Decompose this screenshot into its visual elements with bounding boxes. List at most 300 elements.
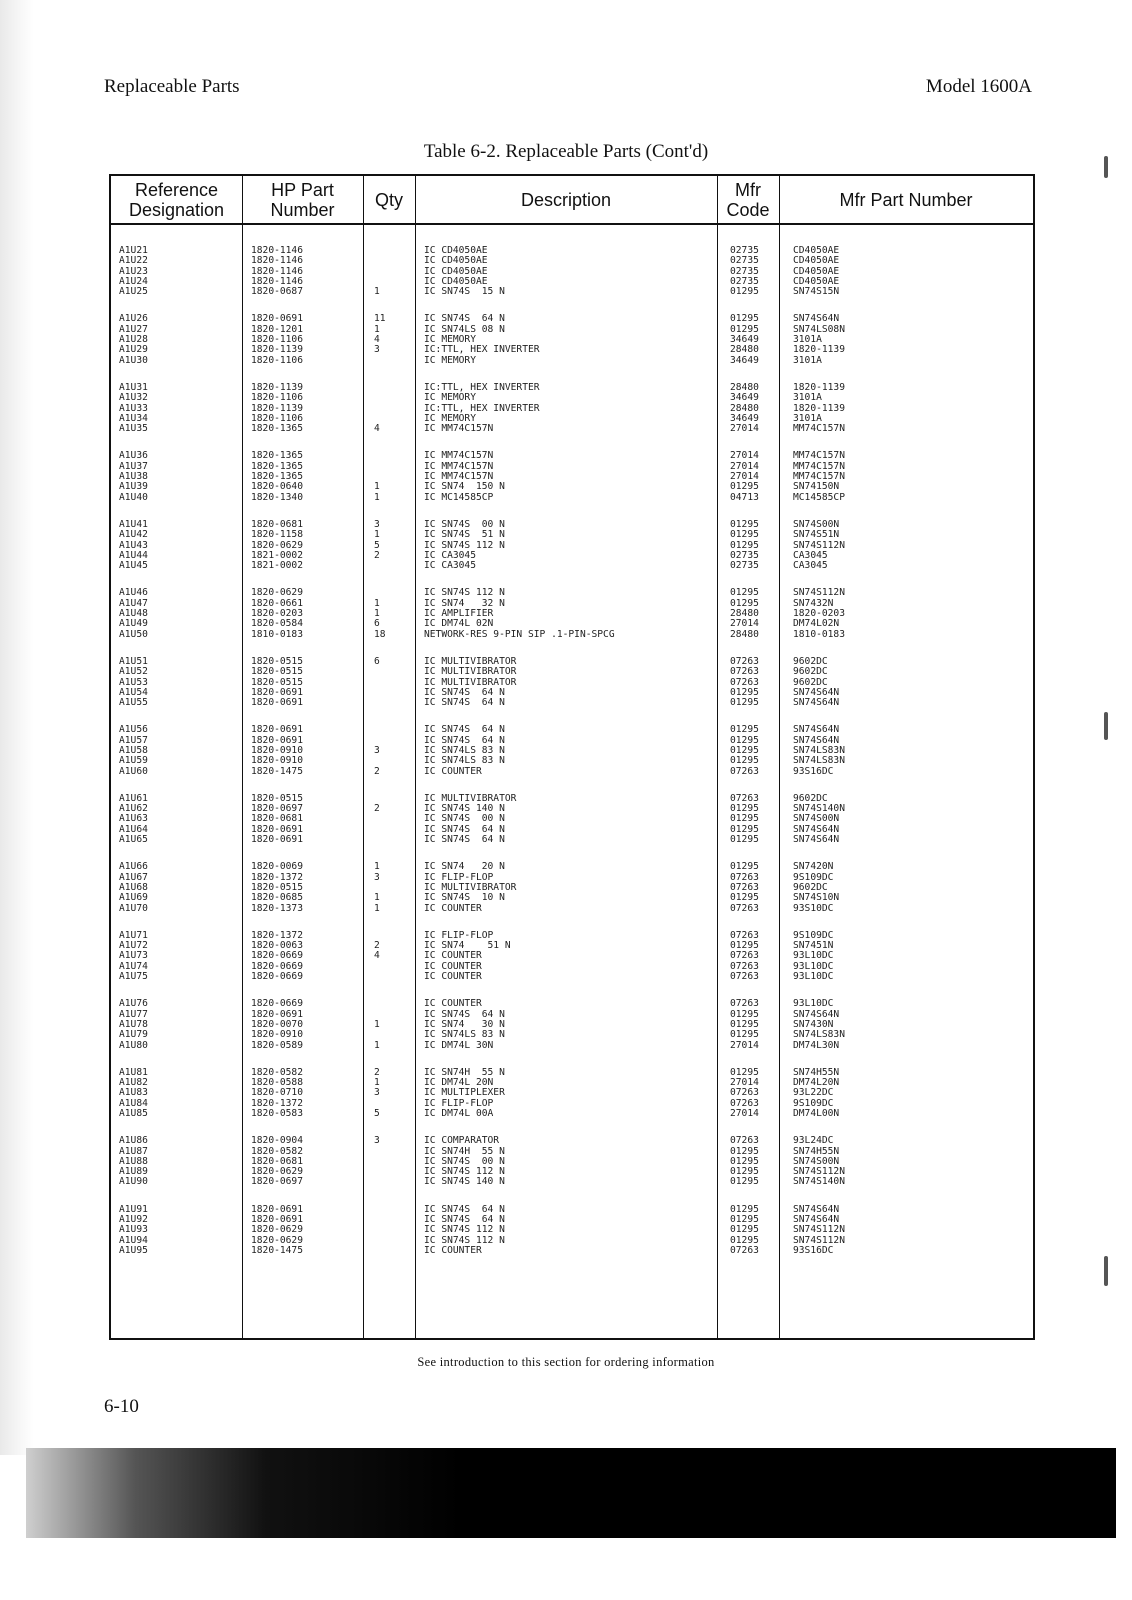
mfr-part-number-cell: CA3045 [793,549,828,561]
table-row [111,383,1033,393]
mfr-code-cell: 07263 [730,902,759,914]
hp-part-number-cell: 1820-0640 [251,481,303,493]
reference-designation-cell: A1U93 [119,1224,148,1236]
reference-designation-cell: A1U67 [119,871,148,883]
row-group [111,1205,1033,1256]
hp-part-number-cell: 1820-1475 [251,1244,303,1256]
mfr-part-number-cell: SN74S112N [793,1224,845,1236]
mfr-code-cell: 01295 [730,724,759,736]
mfr-code-cell: 01295 [730,1214,759,1226]
mfr-code-cell: 01295 [730,1029,759,1041]
mfr-code-cell: 01295 [730,1166,759,1178]
reference-designation-cell: A1U78 [119,1018,148,1030]
description-cell: IC MULTIPLEXER [424,1087,505,1099]
reference-designation-cell: A1U84 [119,1097,148,1109]
column-header-mfr-code: Mfr Code [726,179,770,220]
hp-part-number-cell: 1820-0691 [251,834,303,846]
hp-part-number-cell: 1820-0629 [251,587,303,599]
row-group [111,862,1033,913]
description-cell: IC SN74 20 N [424,861,505,873]
mfr-part-number-cell: SN74S00N [793,813,840,825]
reference-designation-cell: A1U33 [119,402,148,414]
mfr-part-number-cell: 9602DC [793,666,828,678]
table-row [111,1136,1033,1146]
table-row [111,873,1033,883]
mfr-code-cell: 01295 [730,892,759,904]
mfr-part-number-cell: 3101A [793,354,822,366]
mfr-code-cell: 01295 [730,834,759,846]
reference-designation-cell: A1U79 [119,1029,148,1041]
page-number: 6-10 [104,1396,139,1417]
quantity-cell: 1 [374,1018,380,1030]
description-cell: IC MEMORY [424,334,476,346]
description-cell: IC SN74S 140 N [424,1176,505,1188]
hp-part-number-cell: 1820-0691 [251,734,303,746]
quantity-cell: 1 [374,323,380,335]
mfr-code-cell: 34649 [730,392,759,404]
reference-designation-cell: A1U24 [119,275,148,287]
hp-part-number-cell: 1820-0669 [251,950,303,962]
table-row [111,482,1033,492]
mfr-part-number-cell: 9602DC [793,655,828,667]
description-cell: IC MULTIVIBRATOR [424,666,517,678]
hp-part-number-cell: 1820-0910 [251,1029,303,1041]
reference-designation-cell: A1U59 [119,755,148,767]
mfr-part-number-cell: SN74LS83N [793,744,845,756]
table-row [111,287,1033,297]
description-cell: IC SN74H 55 N [424,1145,505,1157]
hp-part-number-cell: 1821-0002 [251,560,303,572]
table-row [111,1010,1033,1020]
reference-designation-cell: A1U86 [119,1135,148,1147]
mfr-part-number-cell: CD4050AE [793,245,840,256]
hp-part-number-cell: 1820-0589 [251,1039,303,1051]
table-row [111,1147,1033,1157]
table-row [111,246,1033,256]
hp-part-number-cell: 1820-0691 [251,1008,303,1020]
reference-designation-cell: A1U40 [119,491,148,503]
reference-designation-cell: A1U61 [119,792,148,804]
description-cell: IC DM74L 00A [424,1108,494,1119]
table-row [111,883,1033,893]
mfr-code-cell: 01295 [730,529,759,541]
table-row [111,1088,1033,1098]
reference-designation-cell: A1U66 [119,861,148,873]
mfr-code-cell: 34649 [730,334,759,346]
mfr-code-cell: 01295 [730,861,759,873]
description-cell: IC SN74 150 N [424,481,505,493]
mfr-part-number-cell: SN74S64N [793,686,840,698]
description-cell: IC FLIP-FLOP [424,871,494,883]
hp-part-number-cell: 1820-0583 [251,1108,303,1119]
row-group [111,383,1033,434]
table-row [111,893,1033,903]
table-row [111,1205,1033,1215]
reference-designation-cell: A1U21 [119,245,148,256]
mfr-part-number-cell: SN74S140N [793,803,845,815]
mfr-part-number-cell: SN74150N [793,481,840,493]
mfr-code-cell: 07263 [730,1244,759,1256]
mfr-part-number-cell: SN74S10N [793,892,840,904]
hp-part-number-cell: 1820-0687 [251,286,303,298]
table-row [111,1030,1033,1040]
reference-designation-cell: A1U22 [119,255,148,267]
description-cell: IC SN74LS 83 N [424,744,505,756]
reference-designation-cell: A1U81 [119,1066,148,1078]
mfr-code-cell: 28480 [730,402,759,414]
table-row [111,277,1033,287]
mfr-code-cell: 07263 [730,765,759,777]
column-header-reference: Reference Designation [128,179,225,220]
reference-designation-cell: A1U58 [119,744,148,756]
description-cell: IC SN74S 64 N [424,823,505,835]
reference-designation-cell: A1U74 [119,960,148,972]
hp-part-number-cell: 1820-1139 [251,381,303,393]
mfr-code-cell: 01295 [730,697,759,709]
mfr-code-cell: 01295 [730,755,759,767]
reference-designation-cell: A1U37 [119,460,148,472]
mfr-part-number-cell: SN7432N [793,597,834,609]
row-group [111,451,1033,502]
reference-designation-cell: A1U65 [119,834,148,846]
description-cell: IC CA3045 [424,560,476,572]
description-cell: NETWORK-RES 9-PIN SIP .1-PIN-SPCG [424,628,615,640]
column-header-mfr-part: Mfr Part Number [839,189,973,210]
mfr-code-cell: 01295 [730,744,759,756]
description-cell: IC SN74S 00 N [424,813,505,825]
description-cell: IC COMPARATOR [424,1135,500,1147]
hp-part-number-cell: 1820-0582 [251,1066,303,1078]
mfr-part-number-cell: SN74S64N [793,834,840,846]
mfr-code-cell: 28480 [730,381,759,393]
mfr-part-number-cell: MM74C157N [793,423,845,435]
mfr-part-number-cell: SN74S64N [793,823,840,835]
mfr-part-number-cell: SN74S112N [793,1234,845,1246]
mfr-part-number-cell: 9S109DC [793,929,834,941]
hp-part-number-cell: 1820-0661 [251,597,303,609]
mfr-part-number-cell: SN7420N [793,861,834,873]
description-cell: IC CA3045 [424,549,476,561]
description-cell: IC COUNTER [424,971,482,983]
description-cell: IC MEMORY [424,354,476,366]
mfr-code-cell: 01295 [730,587,759,599]
quantity-cell: 3 [374,1087,380,1099]
mfr-part-number-cell: SN74S00N [793,518,840,530]
column-header-hp-part: HP Part Number [270,179,335,220]
table-row [111,1041,1033,1051]
reference-designation-cell: A1U92 [119,1214,148,1226]
reference-designation-cell: A1U62 [119,803,148,815]
mfr-part-number-cell: 3101A [793,392,822,404]
mfr-code-cell: 07263 [730,792,759,804]
mfr-code-cell: 01295 [730,1155,759,1167]
mfr-code-cell: 01295 [730,539,759,551]
reference-designation-cell: A1U29 [119,344,148,356]
table-header-row [111,176,1033,225]
quantity-cell: 1 [374,861,380,873]
mfr-part-number-cell: SN74S51N [793,529,840,541]
reference-designation-cell: A1U53 [119,676,148,688]
mfr-part-number-cell: SN7451N [793,940,834,952]
mfr-code-cell: 02735 [730,265,759,277]
quantity-cell: 1 [374,529,380,541]
table-row [111,1078,1033,1088]
mfr-code-cell: 01295 [730,1008,759,1020]
mfr-part-number-cell: 93S10DC [793,902,834,914]
hp-part-number-cell: 1820-1372 [251,871,303,883]
mfr-part-number-cell: 1810-0183 [793,628,845,640]
description-cell: IC DM74L 02N [424,618,494,630]
quantity-cell: 2 [374,1066,380,1078]
mfr-code-cell: 01295 [730,1145,759,1157]
table-row [111,862,1033,872]
hp-part-number-cell: 1820-1372 [251,1097,303,1109]
table-row [111,404,1033,414]
table-row [111,657,1033,667]
mfr-part-number-cell: 9602DC [793,792,828,804]
mfr-part-number-cell: 93S16DC [793,765,834,777]
hp-part-number-cell: 1820-0582 [251,1145,303,1157]
mfr-code-cell: 28480 [730,628,759,640]
table-row [111,794,1033,804]
hp-part-number-cell: 1820-0629 [251,1234,303,1246]
reference-designation-cell: A1U56 [119,724,148,736]
hp-part-number-cell: 1820-1139 [251,344,303,356]
mfr-code-cell: 07263 [730,881,759,893]
mfr-code-cell: 07263 [730,655,759,667]
mfr-code-cell: 07263 [730,929,759,941]
table-row [111,904,1033,914]
hp-part-number-cell: 1820-0681 [251,813,303,825]
quantity-cell: 3 [374,518,380,530]
description-cell: IC SN74 30 N [424,1018,505,1030]
description-cell: IC SN74S 64 N [424,313,505,325]
description-cell: IC SN74S 112 N [424,1234,505,1246]
table-row [111,1225,1033,1235]
row-group [111,1068,1033,1119]
reference-designation-cell: A1U48 [119,608,148,620]
description-cell: IC:TTL, HEX INVERTER [424,381,540,393]
mfr-code-cell: 01295 [730,1224,759,1236]
mfr-code-cell: 01295 [730,686,759,698]
mfr-part-number-cell: SN74LS83N [793,755,845,767]
description-cell: IC:TTL, HEX INVERTER [424,402,540,414]
table-row [111,451,1033,461]
mfr-code-cell: 01295 [730,518,759,530]
mfr-part-number-cell: MM74C157N [793,471,845,483]
table-row [111,530,1033,540]
table-row [111,520,1033,530]
description-cell: IC SN74S 112 N [424,1166,505,1178]
description-cell: IC SN74S 51 N [424,529,505,541]
hp-part-number-cell: 1810-0183 [251,628,303,640]
row-group [111,520,1033,571]
mfr-code-cell: 02735 [730,275,759,287]
ordering-footnote: See introduction to this section for ordering information [417,1355,715,1369]
table-row [111,688,1033,698]
mfr-code-cell: 01295 [730,1018,759,1030]
quantity-cell: 5 [374,1108,380,1119]
mfr-part-number-cell: 1820-1139 [793,344,845,356]
reference-designation-cell: A1U35 [119,423,148,435]
scan-bottom-band [26,1448,1116,1538]
table-row [111,1236,1033,1246]
quantity-cell: 2 [374,940,380,952]
reference-designation-cell: A1U50 [119,628,148,640]
mfr-code-cell: 07263 [730,871,759,883]
reference-designation-cell: A1U69 [119,892,148,904]
mfr-part-number-cell: CD4050AE [793,265,840,277]
reference-designation-cell: A1U73 [119,950,148,962]
table-row [111,462,1033,472]
mfr-part-number-cell: MM74C157N [793,460,845,472]
mfr-code-cell: 07263 [730,960,759,972]
quantity-cell: 6 [374,655,380,667]
mfr-part-number-cell: CD4050AE [793,275,840,287]
description-cell: IC COUNTER [424,960,482,972]
mfr-part-number-cell: 93L10DC [793,971,834,983]
hp-part-number-cell: 1820-0515 [251,881,303,893]
reference-designation-cell: A1U57 [119,734,148,746]
mfr-part-number-cell: SN74LS08N [793,323,845,335]
row-group [111,314,1033,365]
reference-designation-cell: A1U44 [119,549,148,561]
row-group [111,1136,1033,1187]
reference-designation-cell: A1U23 [119,265,148,277]
mfr-code-cell: 27014 [730,460,759,472]
reference-designation-cell: A1U94 [119,1234,148,1246]
hp-part-number-cell: 1820-1365 [251,471,303,483]
reference-designation-cell: A1U75 [119,971,148,983]
row-group [111,657,1033,708]
hp-part-number-cell: 1820-0629 [251,539,303,551]
table-row [111,335,1033,345]
quantity-cell: 4 [374,334,380,346]
quantity-cell: 3 [374,344,380,356]
table-row [111,736,1033,746]
description-cell: IC SN74S 112 N [424,587,505,599]
reference-designation-cell: A1U36 [119,450,148,462]
reference-designation-cell: A1U88 [119,1155,148,1167]
quantity-cell: 2 [374,803,380,815]
mfr-code-cell: 28480 [730,344,759,356]
hp-part-number-cell: 1820-0669 [251,960,303,972]
hp-part-number-cell: 1820-1158 [251,529,303,541]
table-row [111,472,1033,482]
mfr-code-cell: 01295 [730,1176,759,1188]
quantity-cell: 1 [374,491,380,503]
hp-part-number-cell: 1820-1365 [251,460,303,472]
description-cell: IC DM74L 20N [424,1077,494,1089]
parts-table [109,174,1035,1340]
hp-part-number-cell: 1820-0697 [251,1176,303,1188]
hp-part-number-cell: 1820-1146 [251,255,303,267]
margin-mark [1104,1256,1108,1286]
reference-designation-cell: A1U95 [119,1244,148,1256]
table-row [111,725,1033,735]
hp-part-number-cell: 1820-0691 [251,1203,303,1215]
reference-designation-cell: A1U63 [119,813,148,825]
mfr-code-cell: 27014 [730,423,759,435]
mfr-code-cell: 07263 [730,1097,759,1109]
reference-designation-cell: A1U72 [119,940,148,952]
table-row [111,325,1033,335]
hp-part-number-cell: 1820-1106 [251,412,303,424]
mfr-part-number-cell: SN74S112N [793,587,845,599]
quantity-cell: 1 [374,608,380,620]
table-row [111,962,1033,972]
reference-designation-cell: A1U52 [119,666,148,678]
table-row [111,999,1033,1009]
mfr-code-cell: 27014 [730,450,759,462]
reference-designation-cell: A1U51 [119,655,148,667]
hp-part-number-cell: 1820-1106 [251,392,303,404]
quantity-cell: 11 [374,313,386,325]
table-row [111,1020,1033,1030]
reference-designation-cell: A1U47 [119,597,148,609]
description-cell: IC MEMORY [424,392,476,404]
hp-part-number-cell: 1820-0588 [251,1077,303,1089]
reference-designation-cell: A1U70 [119,902,148,914]
mfr-part-number-cell: 1820-0203 [793,608,845,620]
hp-part-number-cell: 1820-0584 [251,618,303,630]
table-row [111,835,1033,845]
section-title: Replaceable Parts [104,76,240,97]
mfr-code-cell: 01295 [730,1203,759,1215]
reference-designation-cell: A1U31 [119,381,148,393]
hp-part-number-cell: 1820-1146 [251,275,303,287]
quantity-cell: 4 [374,950,380,962]
description-cell: IC MULTIVIBRATOR [424,655,517,667]
hp-part-number-cell: 1820-0710 [251,1087,303,1099]
row-group [111,794,1033,845]
table-row [111,1099,1033,1109]
reference-designation-cell: A1U46 [119,587,148,599]
quantity-cell: 18 [374,628,386,640]
reference-designation-cell: A1U39 [119,481,148,493]
mfr-part-number-cell: SN74S64N [793,1008,840,1020]
description-cell: IC COUNTER [424,998,482,1010]
mfr-part-number-cell: DM74L30N [793,1039,840,1051]
hp-part-number-cell: 1820-1146 [251,265,303,277]
mfr-code-cell: 34649 [730,412,759,424]
mfr-code-cell: 01295 [730,940,759,952]
hp-part-number-cell: 1820-0697 [251,803,303,815]
quantity-cell: 2 [374,765,380,777]
hp-part-number-cell: 1820-0685 [251,892,303,904]
description-cell: IC AMPLIFIER [424,608,494,620]
mfr-code-cell: 07263 [730,676,759,688]
hp-part-number-cell: 1820-0063 [251,940,303,952]
description-cell: IC SN74S 00 N [424,1155,505,1167]
table-row [111,256,1033,266]
mfr-code-cell: 27014 [730,471,759,483]
hp-part-number-cell: 1820-0629 [251,1224,303,1236]
reference-designation-cell: A1U71 [119,929,148,941]
mfr-code-cell: 34649 [730,354,759,366]
description-cell: IC:TTL, HEX INVERTER [424,344,540,356]
quantity-cell: 3 [374,1135,380,1147]
reference-designation-cell: A1U83 [119,1087,148,1099]
table-row [111,1109,1033,1119]
reference-designation-cell: A1U80 [119,1039,148,1051]
mfr-code-cell: 01295 [730,313,759,325]
row-group [111,588,1033,639]
mfr-part-number-cell: DM74L20N [793,1077,840,1089]
table-row [111,314,1033,324]
description-cell: IC SN74S 64 N [424,834,505,846]
hp-part-number-cell: 1820-1106 [251,334,303,346]
